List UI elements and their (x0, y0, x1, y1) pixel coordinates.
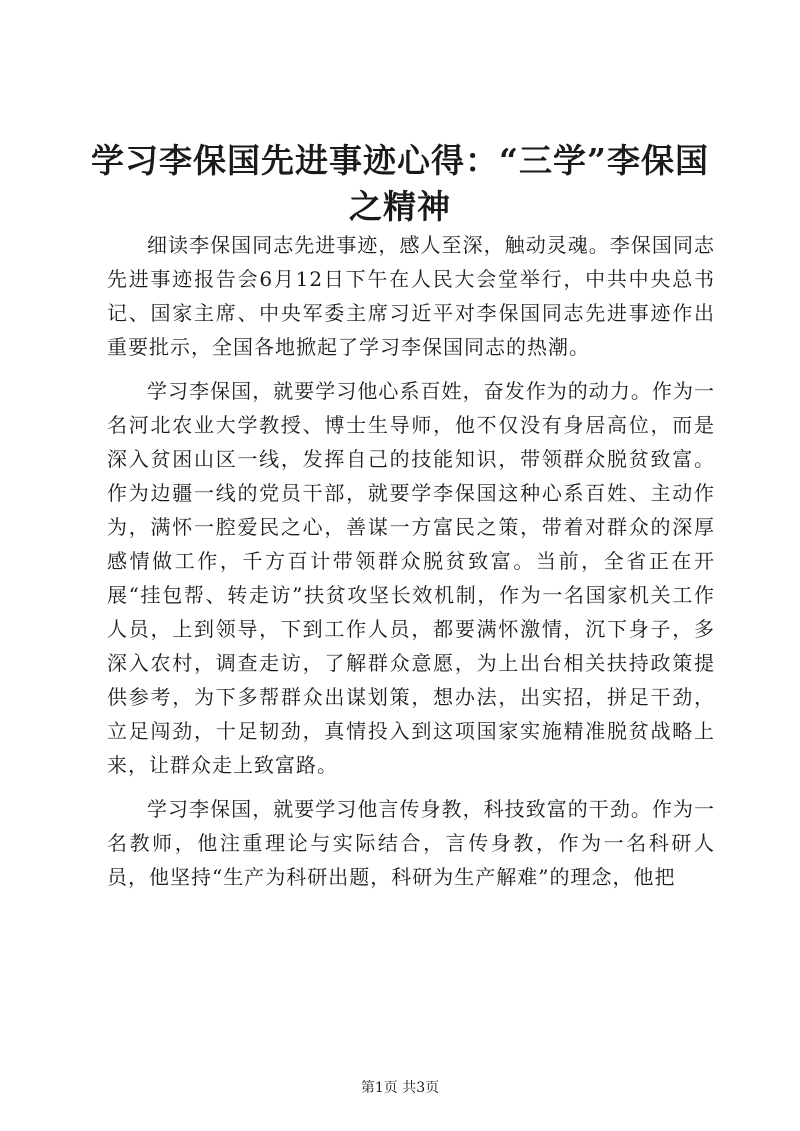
document-body (107, 228, 715, 904)
paragraph-1: 细读李保国同志先进事迹，感人至深，触动灵魂。李保国同志先进事迹报告会6月12日下午在人民大会堂举行，中共中央总书记、国家主席、中央军委主席习近平对李保国同志先进事迹作出重要批示，全国各地掀起了学习李保国同志的热潮。 (107, 233, 715, 359)
paragraph-2: 学习李保国，就要学习他心系百姓，奋发作为的动力。作为一名河北农业大学教授、博士生导师，他不仅没有身居高位，而是深入贫困山区一线，发挥自己的技能知识，带领群众脱贫致富。作为边疆一线的党员干部，就要学李保国这种心系百姓、主动作为，满怀一腔爱民之心，善谋一方富民之策，带着对群众的深厚感情做工作，千方百计带领群众脱贫致富。当前，全省正在开展“挂包帮、转走访”扶贫攻坚长效机制，作为一名国家机关工作人员，上到领导，下到工作人员，都要满怀激情，沉下身子，多深入农村，调查走访，了解群众意愿，为上出台相关扶持政策提供参考，为下多帮群众出谋划策，想办法，出实招，拼足干劲，立足闯劲，十足韧劲，真情投入到这项国家实施精准脱贫战略上来，让群众走上致富路。 (107, 379, 715, 777)
page-number-footer: 第1页 共3页 (360, 1080, 440, 1096)
paragraph-3: 学习李保国，就要学习他言传身教，科技致富的干劲。作为一名教师，他注重理论与实际结合，言传身教，作为一名科研人员，他坚持“生产为科研出题，科研为生产解难”的理念，他把 (107, 797, 715, 889)
document-title: 学习李保国先进事迹心得：“三学”李保国之精神 (91, 141, 709, 226)
